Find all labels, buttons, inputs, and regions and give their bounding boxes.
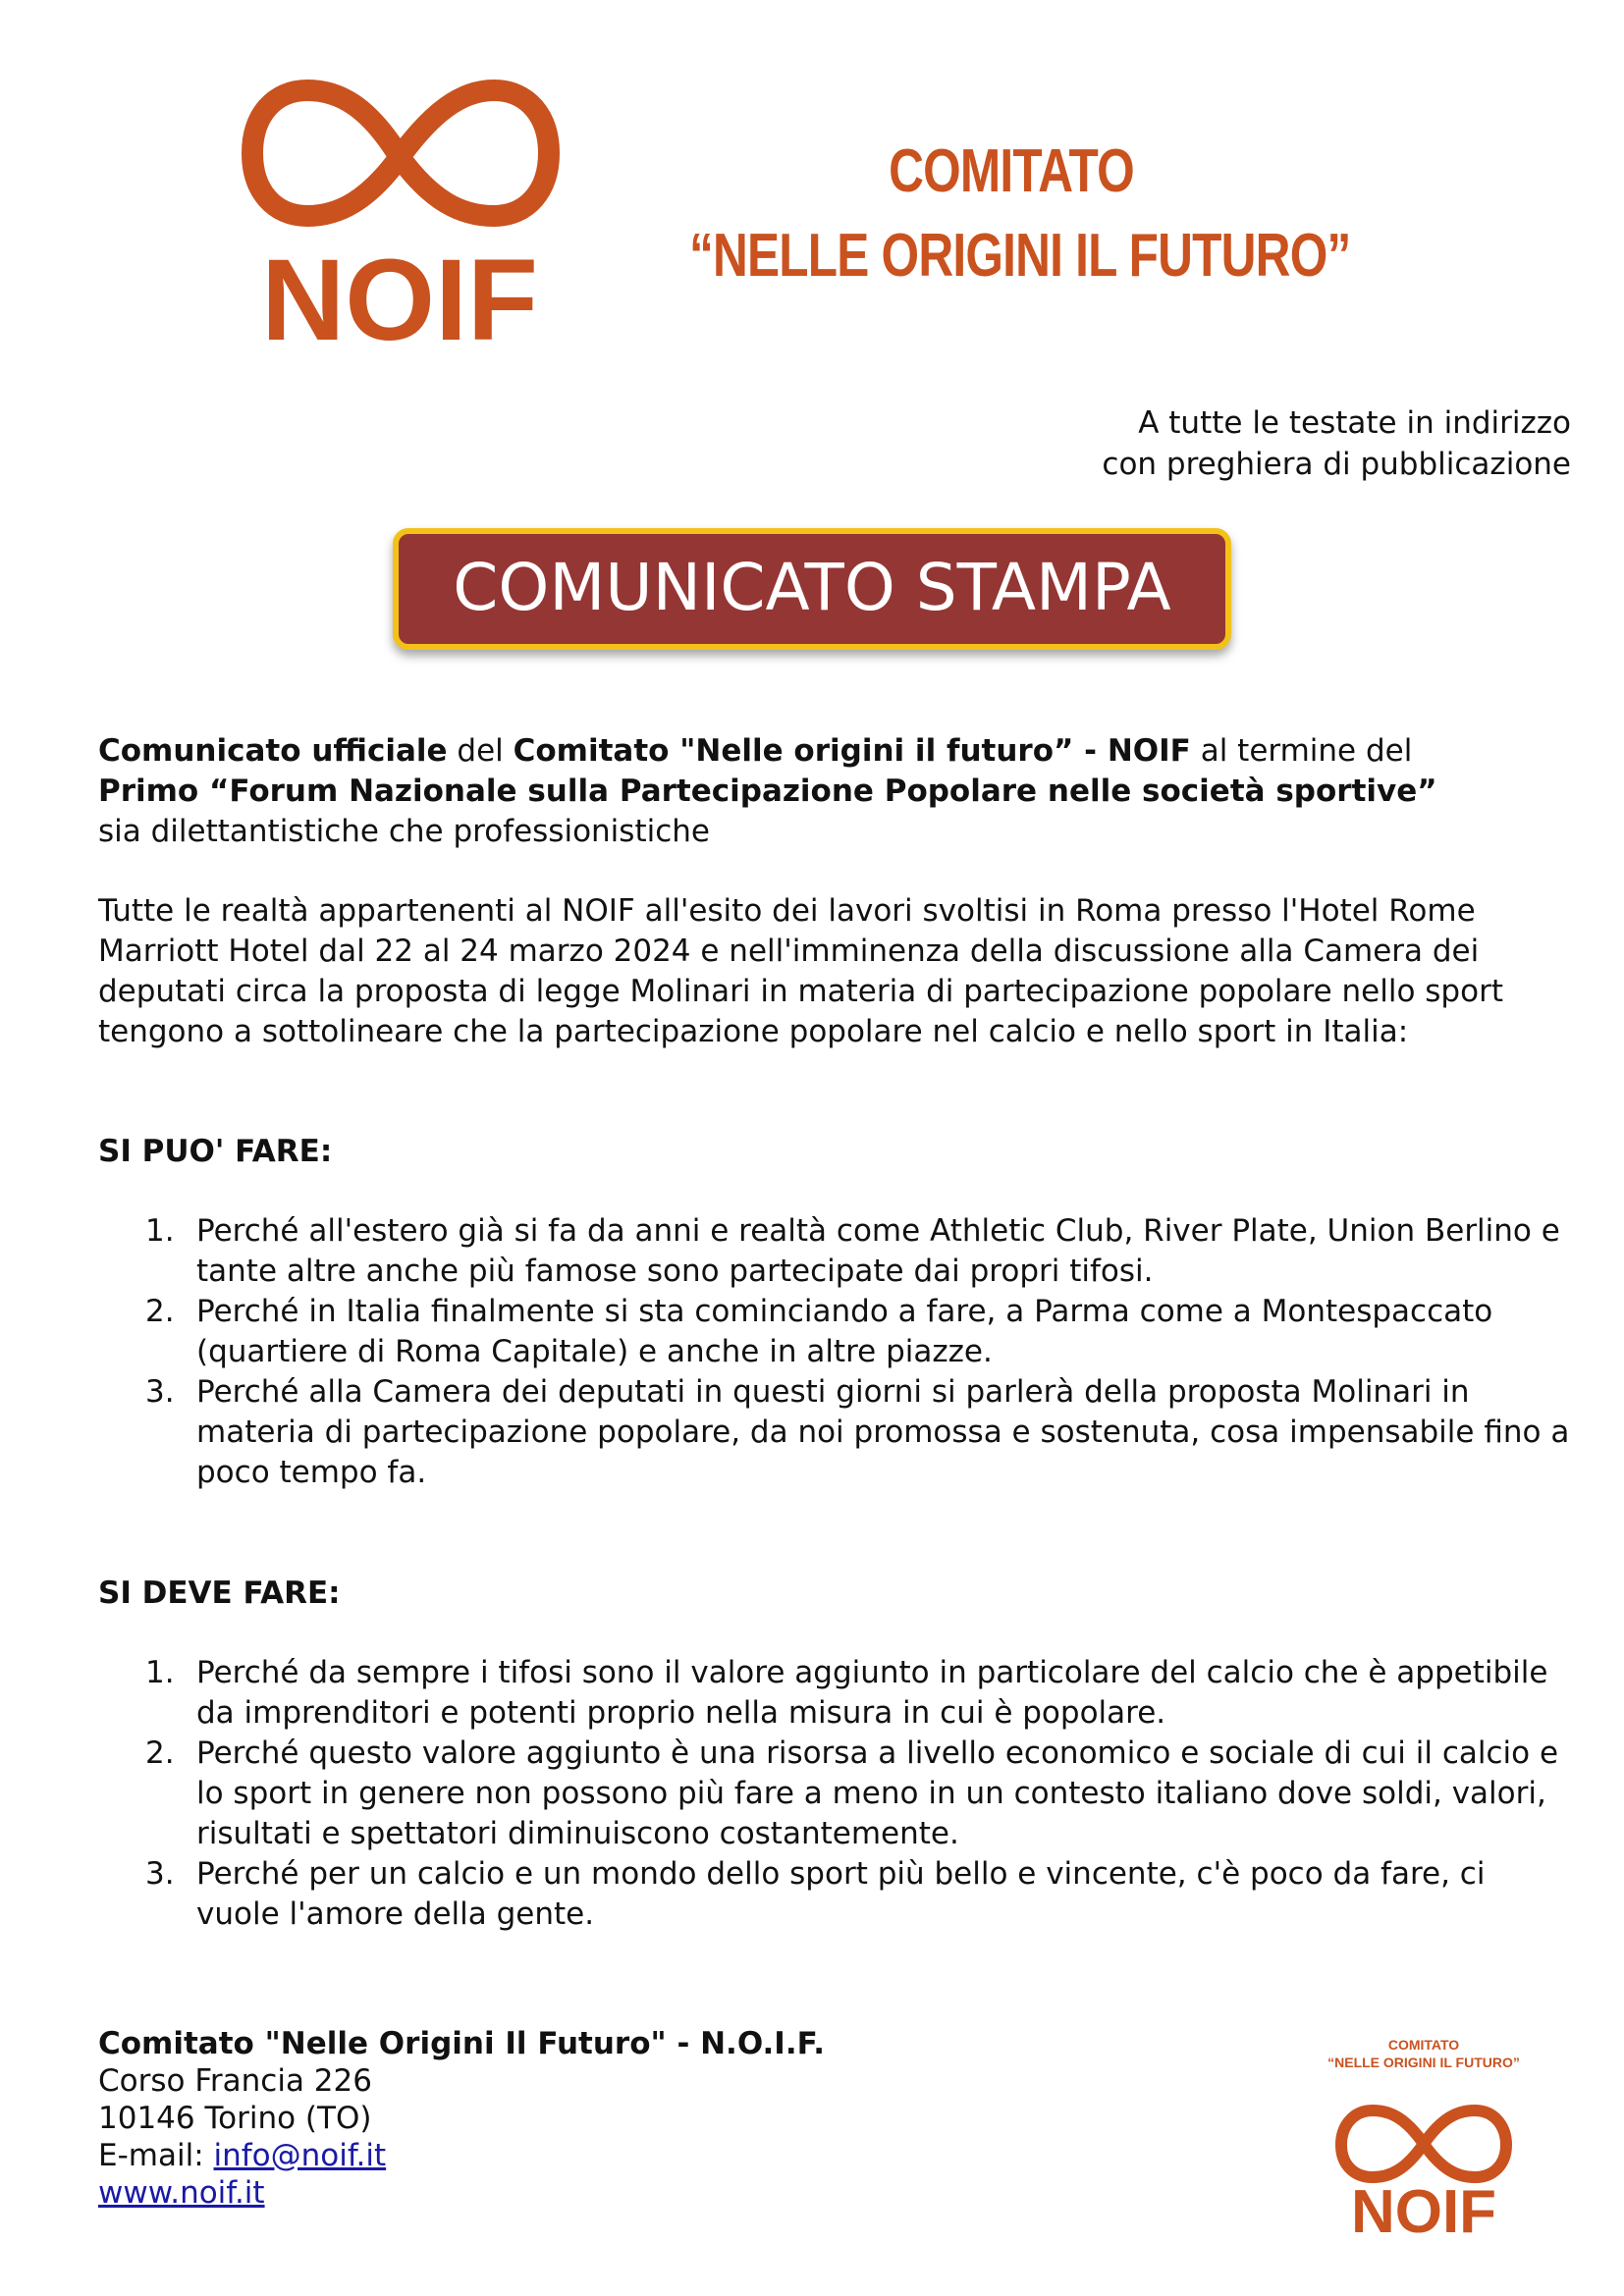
list-number: 2. [145,1735,175,1771]
header-title [689,130,1351,298]
footer-contact [98,2025,825,2212]
intro-bold-3: Comitato "Nelle origini il futuro” - NOIF [513,733,1191,769]
header-title-line2: “NELLE ORIGINI IL FUTURO” [689,222,1351,290]
email-link[interactable]: info@noif.it [213,2138,387,2173]
addressee-line2: con preghiera di pubblicazione [1102,447,1571,482]
list-item [98,1292,1571,1372]
list-number: 2. [145,1294,175,1329]
footer-organization-name: Comitato "Nelle Origini Il Futuro" - N.O.I.F. [98,2026,825,2061]
list-number: 1. [145,1655,175,1690]
logo-text: NOIF [261,236,538,351]
list-number: 3. [145,1374,175,1410]
email-label: E-mail: [98,2138,214,2173]
footer-email-row [98,2137,825,2174]
noif-logo [241,77,560,351]
list-item-text: Perché all'estero già si fa da anni e realtà come Athletic Club, River Plate, Union Berlino e tante altre anche più famose sono partecipate dai propri tifosi. [196,1213,1560,1289]
footer-website-row [98,2174,825,2212]
body-paragraph: Tutte le realtà appartenenti al NOIF all'esito dei lavori svoltisi in Roma presso l'Hotel Rome Marriott Hotel dal 22 al 24 marzo 2024 e nell'imminenza della discussione alla Camera dei deputati circa la proposta di legge Molinari in materia di partecipazione popolare nello sport tengono a sottolineare che la partecipazione popolare nel calcio e nello sport in Italia: [98,893,1503,1049]
list-item [98,1854,1571,1935]
intro-text-4: al termine del [1190,733,1413,769]
intro-text-2: del [447,733,514,769]
reasons-list-2 [98,1653,1571,1935]
list-item-text: Perché questo valore aggiunto è una risorsa a livello economico e sociale di cui il calcio e lo sport in genere non possono più fare a meno in un contesto italiano dove soldi, valori, risultati e spettatori diminuiscono costantemente. [196,1735,1559,1851]
section-title-si-puo-fare: SI PUO' FARE: [98,1134,333,1169]
infinity-icon [1296,2036,1551,2242]
section-title-si-deve-fare: SI DEVE FARE: [98,1575,341,1611]
press-release-banner: COMUNICATO STAMPA [393,528,1231,650]
list-item [98,1653,1571,1734]
header-title-line1: COMITATO [889,137,1134,205]
list-item-text: Perché per un calcio e un mondo dello sport più bello e vincente, c'è poco da fare, ci vuole l'amore della gente. [196,1856,1486,1932]
list-item [98,1211,1571,1292]
footer-logo-line2: “NELLE ORIGINI IL FUTURO” [1327,2055,1520,2070]
website-link[interactable]: www.noif.it [98,2175,265,2211]
list-item [98,1734,1571,1854]
list-number: 1. [145,1213,175,1249]
addressee-line1: A tutte le testate in indirizzo [1138,405,1571,441]
intro-bold-5: Primo “Forum Nazionale sulla Partecipazione Popolare nelle società sportive” [98,774,1437,809]
list-item [98,1372,1571,1493]
footer-logo-line1: COMITATO [1387,2037,1460,2053]
addressee-note [1102,402,1571,485]
footer-noif-logo [1296,2036,1551,2242]
footer-address-street: Corso Francia 226 [98,2063,372,2099]
intro-text-6: sia dilettantistiche che professionistiche [98,814,710,849]
reasons-list-1 [98,1211,1571,1493]
list-item-text: Perché da sempre i tifosi sono il valore aggiunto in particolare del calcio che è appetibile da imprenditori e potenti proprio nella misura in cui è popolare. [196,1655,1548,1731]
list-item-text: Perché alla Camera dei deputati in questi giorni si parlerà della proposta Molinari in materia di partecipazione popolare, da noi promossa e sostenuta, cosa impensabile fino a poco tempo fa. [196,1374,1570,1490]
infinity-icon [241,77,560,351]
footer-address-city: 10146 Torino (TO) [98,2101,372,2136]
intro-paragraph [98,731,1551,852]
intro-bold-1: Comunicato ufficiale [98,733,448,769]
list-number: 3. [145,1856,175,1892]
footer-logo-text: NOIF [1350,2178,1497,2242]
list-item-text: Perché in Italia finalmente si sta cominciando a fare, a Parma come a Montespaccato (quartiere di Roma Capitale) e anche in altre piazze. [196,1294,1493,1369]
